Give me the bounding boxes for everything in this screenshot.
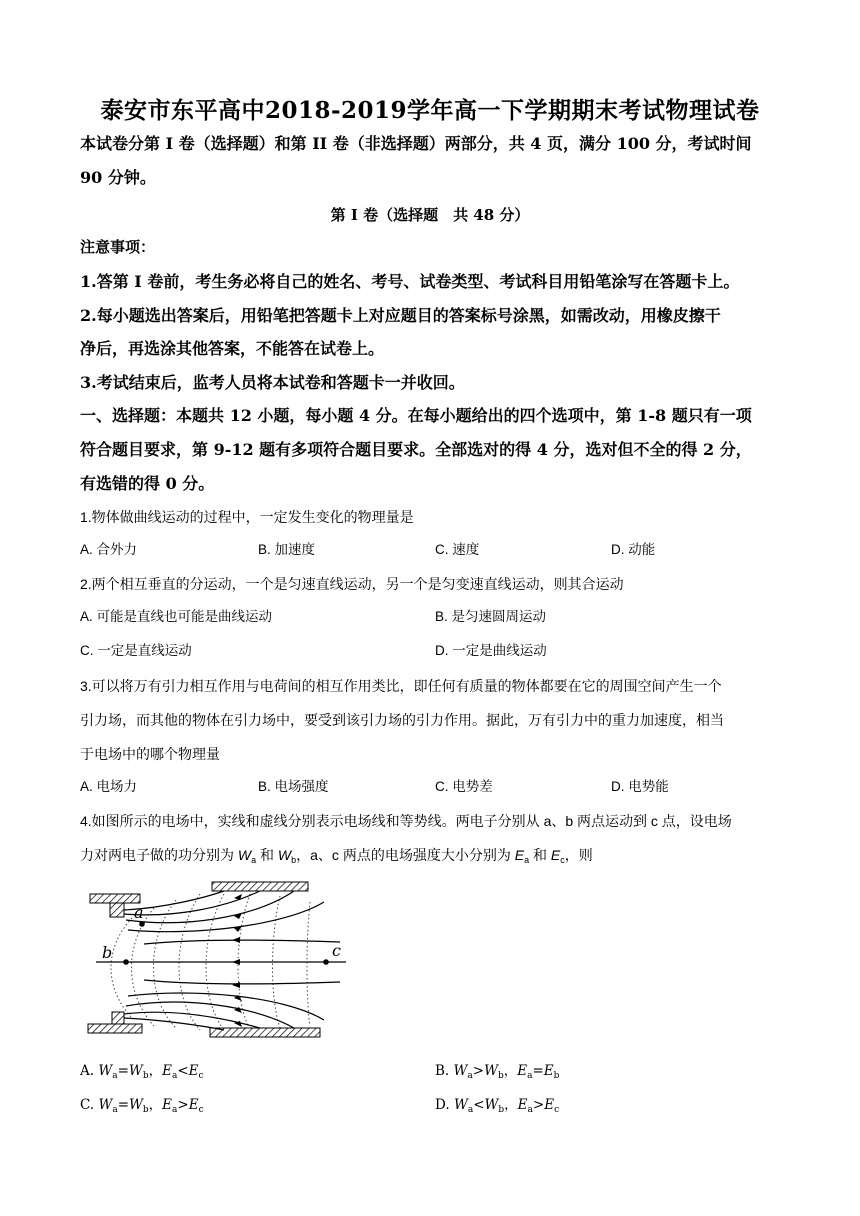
- field-arrows: [232, 894, 242, 1027]
- note-1: 1.答第 I 卷前，考生务必将自己的姓名、考号、试卷类型、考试科目用铅笔涂写在答题卡上。: [80, 272, 740, 291]
- part1-line-1: 一、选择题：本题共 12 小题，每小题 4 分。在每小题给出的四个选项中，第 1-8 题只有一项: [80, 406, 752, 425]
- q1-option-b: B. 加速度: [258, 542, 316, 557]
- lower-left-electrode: [88, 1012, 142, 1033]
- note-2-line-1: 2.每小题选出答案后，用铅笔把答题卡上对应题目的答案标号涂黑，如需改动，用橡皮擦干: [80, 306, 721, 325]
- upper-left-electrode: [90, 894, 140, 917]
- q2-option-a: A. 可能是直线也可能是曲线运动: [80, 609, 273, 624]
- label-b: b: [102, 943, 113, 962]
- q3-option-c: C. 电势差: [435, 779, 493, 794]
- part1-line-3: 有选错的得 0 分。: [80, 474, 215, 493]
- question-3-stem-line-1: 3.可以将万有引力相互作用与电荷间的相互作用类比，即任何有质量的物体都要在它的周围空间产生一个: [80, 678, 722, 694]
- question-3-stem-line-3: 于电场中的哪个物理量: [80, 746, 220, 762]
- point-c: [323, 959, 329, 965]
- q3-option-d: D. 电势能: [611, 779, 669, 794]
- q2-option-c: C. 一定是直线运动: [80, 643, 192, 658]
- question-4-stem-line-1: 4.如图所示的电场中，实线和虚线分别表示电场线和等势线。两电子分别从 a、b 两点运动到 c 点，设电场: [80, 813, 732, 829]
- q2-option-d: D. 一定是曲线运动: [435, 643, 547, 658]
- q2-option-b: B. 是匀速圆周运动: [435, 609, 547, 624]
- q1-option-c: C. 速度: [435, 542, 480, 557]
- field-lines: [124, 891, 340, 1030]
- page-title: 泰安市东平高中2018-2019学年高一下学期期末考试物理试卷: [100, 97, 760, 124]
- note-3: 3.考试结束后，监考人员将本试卷和答题卡一并收回。: [80, 373, 465, 392]
- q4-option-d: D. $W_a<W_b$，$E_a>E_c$: [435, 1097, 560, 1115]
- question-1-stem: 1.物体做曲线运动的过程中，一定发生变化的物理量是: [80, 509, 414, 525]
- q4-option-c: C. $W_a=W_b$，$E_a>E_c$: [80, 1097, 204, 1115]
- q3-option-a: A. 电场力: [80, 779, 138, 794]
- part1-line-2: 符合题目要求，第 9-12 题有多项符合题目要求。全部选对的得 4 分，选对但不全的得 2 分，: [80, 440, 752, 459]
- electric-field-diagram: [84, 878, 350, 1038]
- note-2-line-2: 净后，再选涂其他答案，不能答在试卷上。: [80, 339, 385, 358]
- section-title: 第 I 卷（选择题 共 48 分）: [330, 206, 530, 224]
- label-a: a: [134, 903, 144, 922]
- q1-option-d: D. 动能: [611, 542, 656, 557]
- question-2-stem: 2.两个相互垂直的分运动，一个是匀速直线运动，另一个是匀变速直线运动，则其合运动: [80, 576, 624, 592]
- intro-line-1: 本试卷分第 I 卷（选择题）和第 II 卷（非选择题）两部分，共 4 页，满分 100 分，考试时间: [80, 134, 752, 153]
- lower-right-electrode: [210, 1028, 320, 1037]
- question-4-stem-line-2: 力对两电子做的功分别为 $W_a$ 和 $W_b$，a、c 两点的电场强度大小分别为 $E_a$ 和 $E_c$，则: [80, 847, 593, 865]
- intro-line-2: 90 分钟。: [80, 168, 156, 187]
- point-b: [123, 959, 129, 965]
- q3-option-b: B. 电场强度: [258, 779, 329, 794]
- q4-option-b: B. $W_a>W_b$，$E_a=E_b$: [435, 1063, 560, 1081]
- q4-option-a: A. $W_a=W_b$，$E_a<E_c$: [80, 1063, 204, 1081]
- point-a: [139, 921, 145, 927]
- upper-right-electrode: [212, 882, 308, 891]
- notes-heading: 注意事项：: [80, 238, 156, 256]
- question-3-stem-line-2: 引力场，而其他的物体在引力场中，要受到该引力场的引力作用。据此，万有引力中的重力加速度，相当: [80, 712, 724, 728]
- label-c: c: [332, 941, 341, 960]
- q1-option-a: A. 合外力: [80, 542, 138, 557]
